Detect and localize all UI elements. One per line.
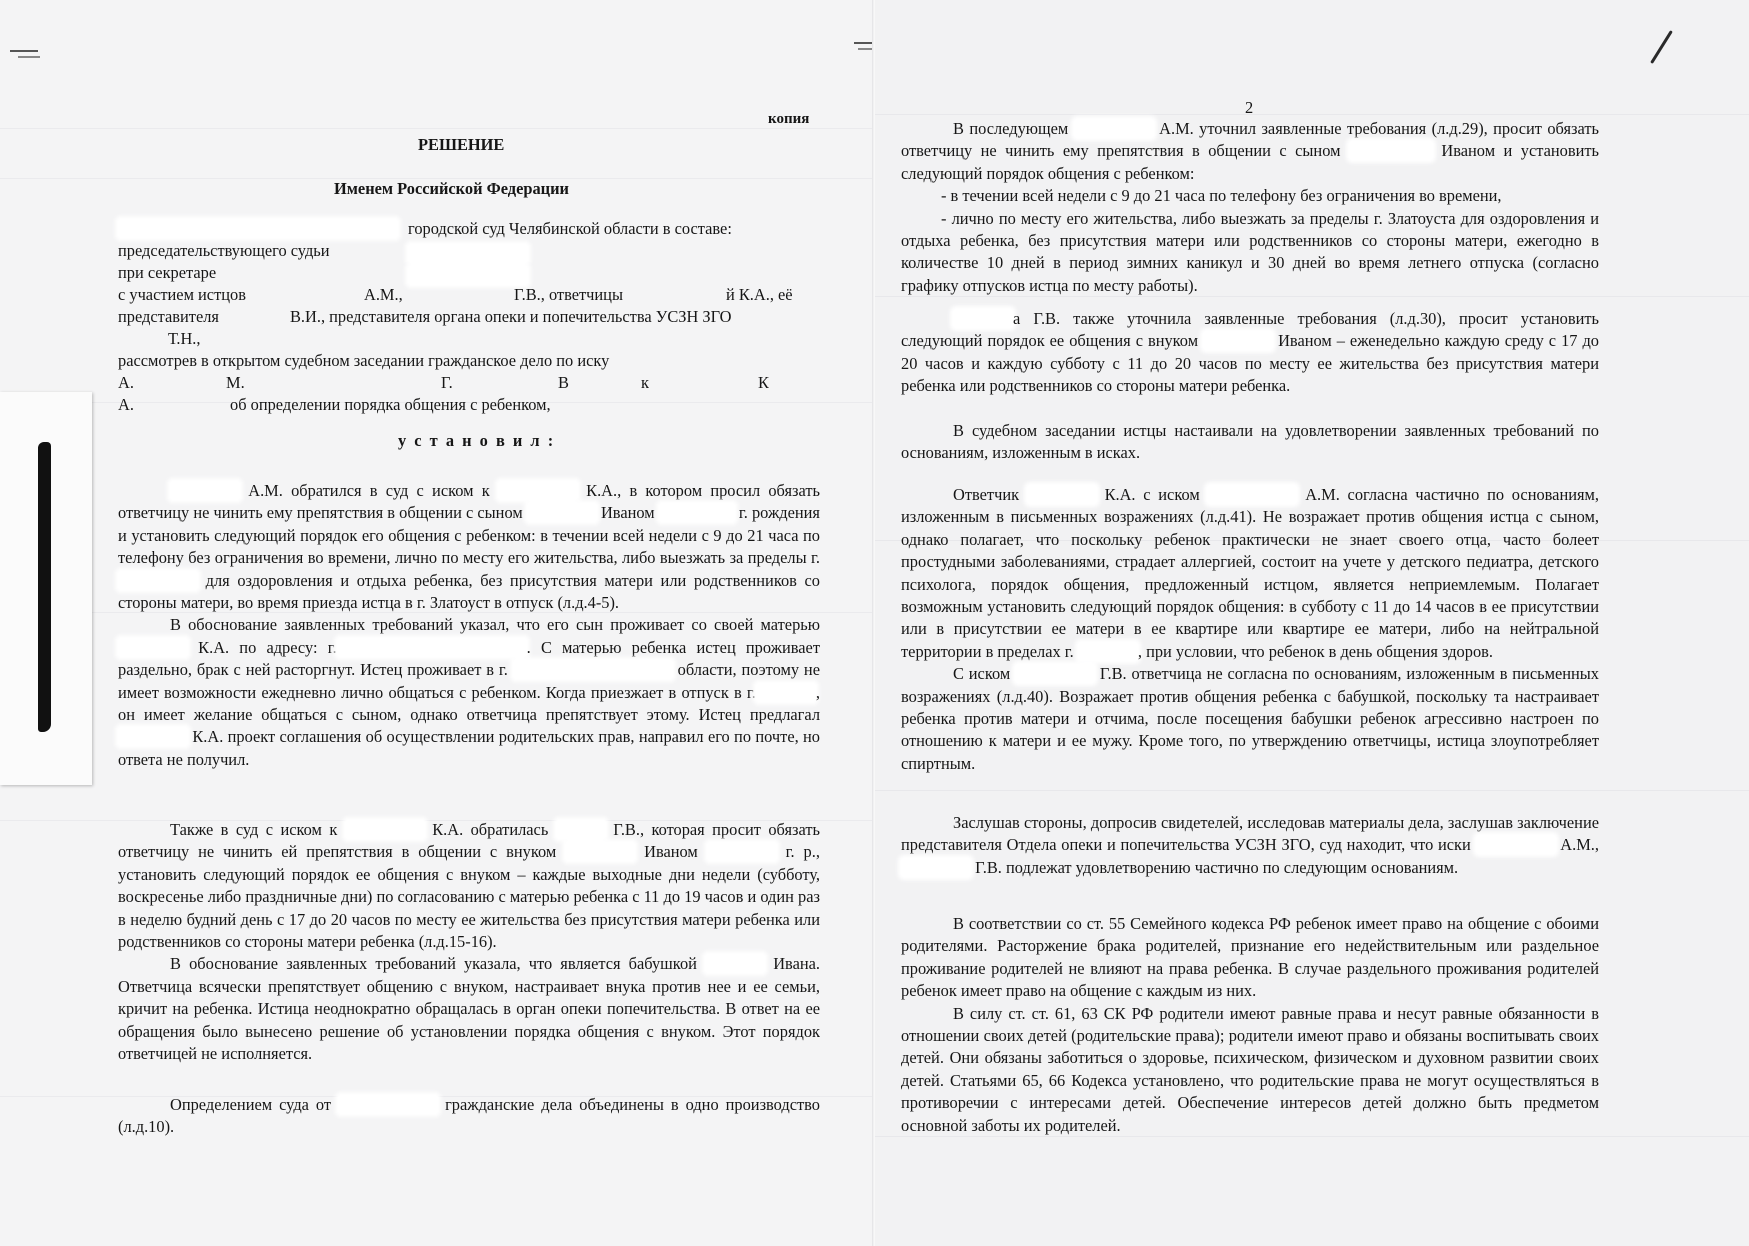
scan-mark [10, 50, 38, 52]
document-title: РЕШЕНИЕ [418, 135, 505, 154]
scan-mark [854, 42, 874, 44]
defendant-position-paragraph: Ответчик К.А. с иском А.М. согласна частично по основаниям, изложенным в письменных возражениях (л.д.41). Не возражает против общения истца с сыном, однако полагает, что поскольку ребенок практически не знает своего отца, часто болеет простудными заболеваниями, страдает аллергией, состоит на учете у детского педиатра, детского психолога, порядок общения, предложенный истцом, является неприемлемым. Полагает возможным установить следующий порядок общения: в субботу с 11 до 14 часов в ее присутствии или в присутствии ее матери в ее квартире или квартире ее матери, либо на нейтральной территории в пределах г. , при условии, что ребенок в день общения здоров. С иском Г.В. ответчица не согласна по основаниям, изложенным в письменных возражениях (л.д.40). Возражает против общения ребенка с бабушкой, поскольку та настраивает ребенка против матери и отчима, после посещения бабушки ребенок агрессивно настроен по отношению к матери и ее мужу. Кроме того, по утверждению ответчицы, истица злоупотребляет спиртным. [901, 485, 1600, 773]
copy-label: копия [768, 111, 810, 127]
right-page [875, 0, 1749, 1246]
attached-paper-strip [0, 392, 92, 785]
scan-mark [18, 56, 40, 58]
established-heading: у с т а н о в и л : [398, 431, 556, 450]
claim-2-paragraph: Также в суд с иском к К.А. обратилась Г.В., которая просит обязать ответчицу не чинить ей препятствия в общении с внуком Иваном г. р., установить следующий порядок ее общения с внуком – каждые выходные дни недели (субботу, воскресенье либо праздничные дни) по согласованию с матерью ребенка с 11 до 19 часов и один раз в неделю будний день с 17 до 20 часов по месту ее жительства без присутствия матери ребенка или родственников со стороны матери ребенка (л.д.15-16). В обоснование заявленных требований указала, что является бабушкой Ивана. Ответчица всячески препятствует общению с внуком, настраивает внука против нее и ее семьи, кричит на ребенка. Истица неоднократно обращалась в орган опеки попечительства. В ответ на ее обращения было вынесено решение об установлении порядка общения с внуком. Этот порядок ответчицей не исполняется. [118, 820, 820, 1064]
law-paragraph: В соответствии со ст. 55 Семейного кодекса РФ ребенок имеет право на общение с обоими родителями. Расторжение брака родителей, признание его недействительным или раздельное проживание родителей не влияют на права ребенка. В случае раздельного проживания родителей ребенок имеет право на общение с каждым из них. В силу ст. ст. 61, 63 СК РФ родители имеют равные права и несут равные обязанности в отношении своих детей (родительские права); родители имеют право и обязаны воспитывать своих детей. Они обязаны заботиться о здоровье, психическом, физическом и духовном развитии своих детей. Статьями 65, 66 Кодекса установлено, что родительские права не могут осуществляться в противоречии с интересами детей. Обеспечение интересов детей должно быть предметом основной заботы их родителей. [901, 914, 1599, 1135]
list-item: - в течении всей недели с 9 до 21 часа по телефону без ограничения во времени, [941, 186, 1502, 206]
merge-ruling-paragraph: Определением суда от гражданские дела объединены в одно производство (л.д.10). [118, 1095, 820, 1137]
page-number: 2 [1245, 98, 1254, 117]
document-subtitle: Именем Российской Федерации [334, 179, 569, 198]
court-finding-paragraph: Заслушав стороны, допросив свидетелей, исследовав материалы дела, заслушав заключение представителя Отдела опеки и попечительства УСЗН ЗГО, суд находит, что иски А.М., Г.В. подлежат удовлетворению частично по следующим основаниям. [901, 813, 1599, 877]
list-item: - лично по месту его жительства, либо выезжать за пределы г. Златоуста для оздоровления и отдыха ребенка, без присутствия матери или родственников со стороны матери, ежегодно в количестве 10 дней в период зимних каникул и 30 дней во время летнего отпуска (согласно графику отпусков истца по месту работы). [901, 208, 1599, 295]
grandmother-refinement-paragraph: а Г.В. также уточнила заявленные требования (л.д.30), просит установить следующий порядок ее общения с внуком Иваном – еженедельно каждую среду с 17 до 20 часов и каждую субботу с 11 до 20 часов по месту ее жительства без присутствия матери ребенка или родственников со стороны матери ребенка. [901, 309, 1599, 396]
court-composition: городской суд Челябинской области в составе: председательствующего судьи при секретаре с участием истцов А.М., Г.В., ответчицы й К.А., её представителя В.И., представителя органа опеки и попечительства УСЗН ЗГО Т.Н., рассмотрев в открытом судебном заседании гражданское дело по иску А. М. Г. В к К А. об определении порядка общения с ребенком, [118, 219, 793, 414]
claim-1-paragraph: А.М. обратился в суд с иском к К.А., в котором просил обязать ответчицу не чинить ему препятствия в общении с сыном Иваном г. рождения и установить следующий порядок его общения с ребенком: в течении всей недели с 9 до 21 часа по телефону без ограничения во времени, лично по месту его жительства, либо выезжать за пределы г. для оздоровления и отдыха ребенка, без присутствия матери или родственников со стороны матери, во время приезда истца в г. Златоуст в отпуск (л.д.4-5). В обоснование заявленных требований указал, что его сын проживает со своей матерью К.А. по адресу: г. . С матерью ребенка истец проживает раздельно, брак с ней расторгнут. Истец проживает в г. области, поэтому не имеет возможности ежедневно лично общаться с ребенком. Когда приезжает в отпуск в г. , он имеет желание общаться с сыном, однако ответчица препятствует этому. Истец предлагал К.А. проект соглашения об осуществлении родительских прав, направил его по почте, но ответа не получил. [118, 481, 820, 769]
hearing-paragraph: В судебном заседании истцы настаивали на удовлетворении заявленных требований по основаниям, изложенным в исках. [901, 421, 1599, 463]
plaintiff-refinement-paragraph: В последующем А.М. уточнил заявленные требования (л.д.29), просит обязать ответчицу не чинить ему препятствия в общении с сыном Иваном и установить следующий порядок общения с ребенком: - в течении всей недели с 9 до 21 часа по телефону без ограничения во времени, - лично по месту его жительства, либо выезжать за пределы г. Златоуста для оздоровления и отдыха ребенка, без присутствия матери или родственников со стороны матери, ежегодно в количестве 10 дней в период зимних каникул и 30 дней во время летнего отпуска (согласно графику отпусков истца по месту работы). [901, 118, 1599, 297]
